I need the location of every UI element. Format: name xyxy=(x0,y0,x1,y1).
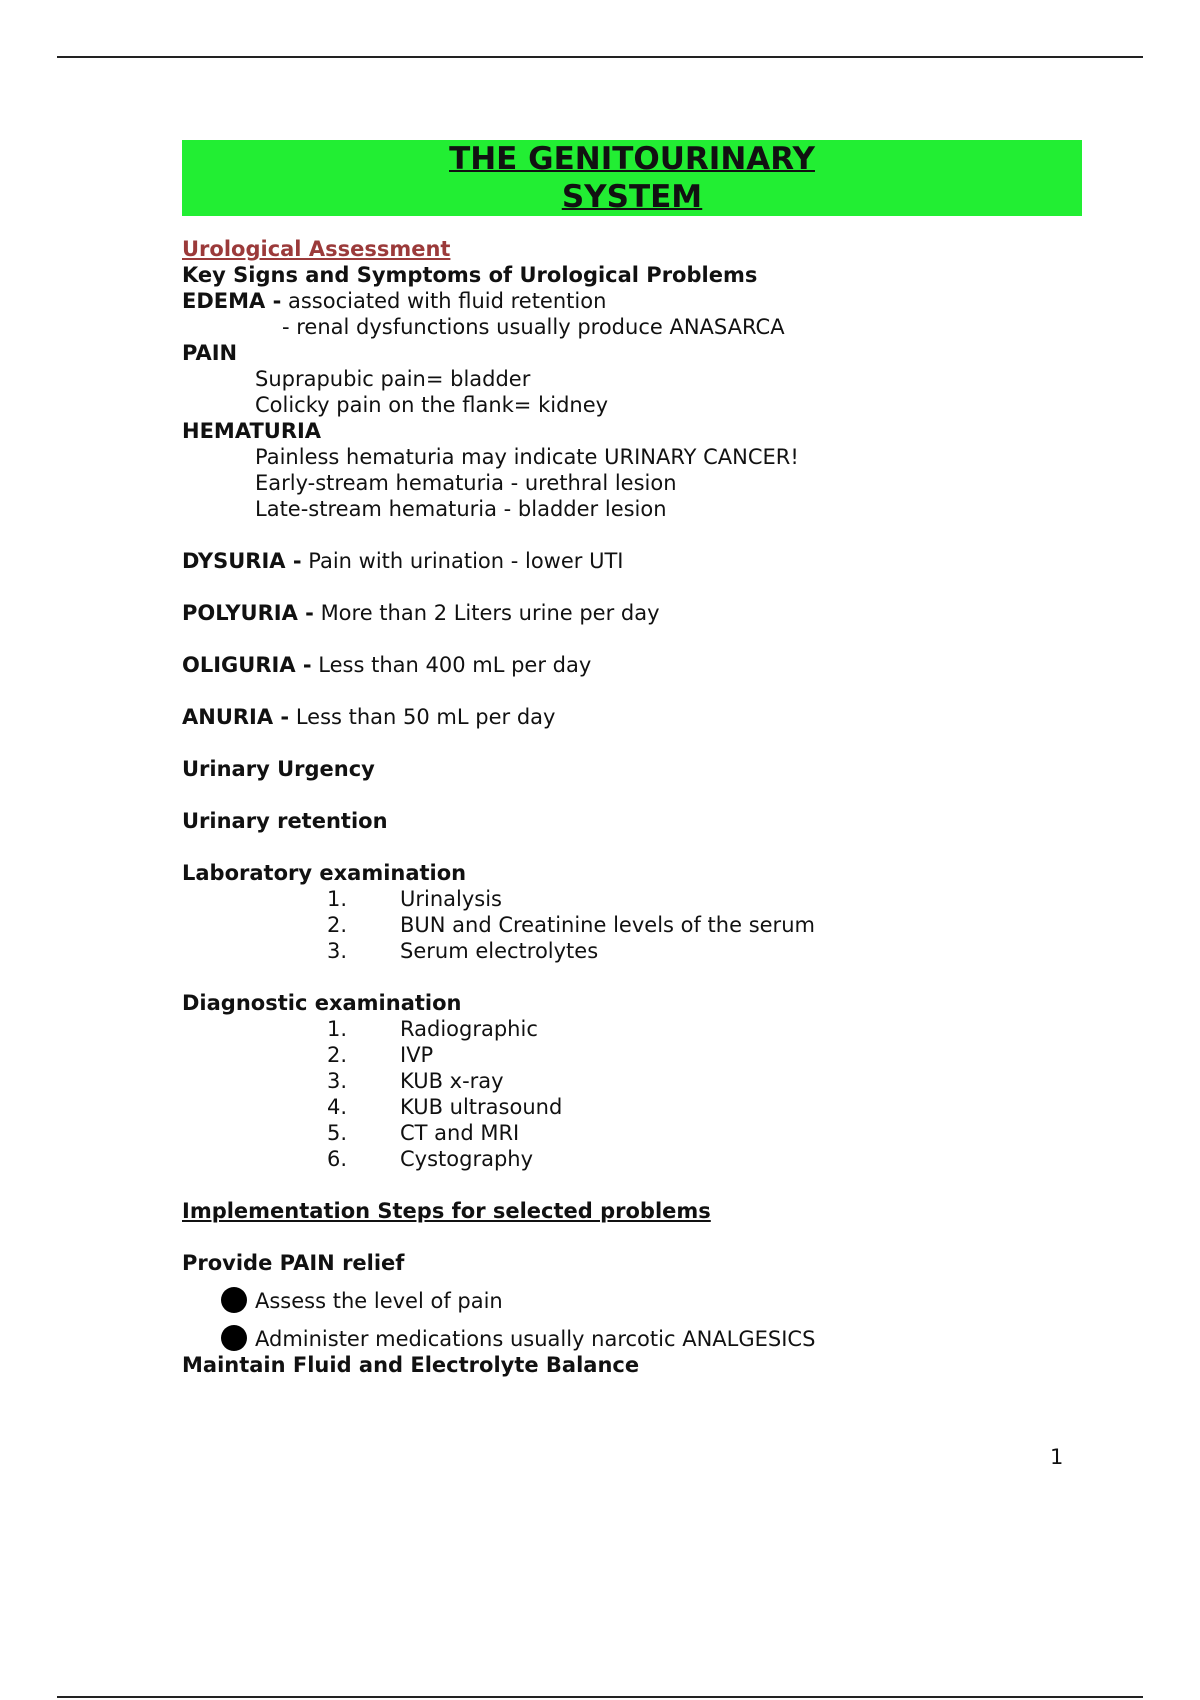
polyuria-desc: More than 2 Liters urine per day xyxy=(313,601,660,625)
list-number: 3. xyxy=(327,939,348,963)
fluid-heading: Maintain Fluid and Electrolyte Balance xyxy=(182,1353,640,1377)
title-line-2: SYSTEM xyxy=(558,179,706,215)
dysuria-term: DYSURIA - xyxy=(182,549,302,573)
list-text: Cystography xyxy=(400,1147,534,1171)
list-number: 3. xyxy=(327,1069,348,1093)
edema-line xyxy=(182,288,1082,314)
list-number: 4. xyxy=(327,1095,348,1119)
lab-heading: Laboratory examination xyxy=(182,861,467,885)
list-item xyxy=(182,886,1082,912)
title-line-1: THE GENITOURINARY xyxy=(445,141,819,177)
edema-term: EDEMA - xyxy=(182,289,282,313)
polyuria-term: POLYURIA - xyxy=(182,601,314,625)
document-body xyxy=(182,140,1082,1378)
list-item xyxy=(182,912,1082,938)
document-title xyxy=(182,140,1082,216)
section-heading-urological-assessment: Urological Assessment xyxy=(182,237,451,261)
list-text: BUN and Creatinine levels of the serum xyxy=(400,913,815,937)
list-item xyxy=(182,1326,1082,1352)
implementation-heading: Implementation Steps for selected problems xyxy=(182,1199,711,1223)
list-text: KUB ultrasound xyxy=(400,1095,563,1119)
list-item xyxy=(182,1120,1082,1146)
oliguria-desc: Less than 400 mL per day xyxy=(311,653,592,677)
bullet-icon xyxy=(221,1325,247,1351)
anuria-term: ANURIA - xyxy=(182,705,290,729)
page-number: 1 xyxy=(1050,1445,1064,1469)
pain-term: PAIN xyxy=(182,341,238,365)
list-text: IVP xyxy=(400,1043,434,1067)
pain-relief-heading: Provide PAIN relief xyxy=(182,1251,405,1275)
oliguria-line xyxy=(182,652,1082,678)
pain-line-1: Suprapubic pain= bladder xyxy=(255,367,531,391)
list-text: KUB x-ray xyxy=(400,1069,504,1093)
list-item xyxy=(182,1068,1082,1094)
key-signs-heading: Key Signs and Symptoms of Urological Problems xyxy=(182,263,758,287)
list-item xyxy=(182,1094,1082,1120)
oliguria-term: OLIGURIA - xyxy=(182,653,312,677)
list-item xyxy=(182,1288,1082,1314)
list-item xyxy=(182,1146,1082,1172)
bullet-text: Administer medications usually narcotic ANALGESICS xyxy=(255,1327,816,1351)
hematuria-line-2: Early-stream hematuria - urethral lesion xyxy=(255,471,677,495)
urinary-urgency: Urinary Urgency xyxy=(182,757,375,781)
list-text: CT and MRI xyxy=(400,1121,520,1145)
dysuria-desc: Pain with urination - lower UTI xyxy=(301,549,624,573)
bullet-text: Assess the level of pain xyxy=(255,1289,503,1313)
pain-line-2: Colicky pain on the flank= kidney xyxy=(255,393,609,417)
list-number: 1. xyxy=(327,1017,348,1041)
polyuria-line xyxy=(182,600,1082,626)
hematuria-line-3: Late-stream hematuria - bladder lesion xyxy=(255,497,667,521)
edema-desc: associated with fluid retention xyxy=(281,289,607,313)
list-number: 5. xyxy=(327,1121,348,1145)
list-number: 2. xyxy=(327,1043,348,1067)
diag-heading: Diagnostic examination xyxy=(182,991,462,1015)
list-number: 1. xyxy=(327,887,348,911)
edema-sub: - renal dysfunctions usually produce ANASARCA xyxy=(282,315,785,339)
top-rule xyxy=(57,56,1143,58)
list-item xyxy=(182,938,1082,964)
lab-list xyxy=(182,886,1082,964)
bottom-rule xyxy=(57,1696,1143,1698)
bullet-icon xyxy=(221,1287,247,1313)
list-text: Urinalysis xyxy=(400,887,502,911)
list-text: Serum electrolytes xyxy=(400,939,599,963)
hematuria-term: HEMATURIA xyxy=(182,419,322,443)
hematuria-line-1: Painless hematuria may indicate URINARY CANCER! xyxy=(255,445,799,469)
list-number: 2. xyxy=(327,913,348,937)
urinary-retention: Urinary retention xyxy=(182,809,388,833)
diag-list xyxy=(182,1016,1082,1172)
anuria-line xyxy=(182,704,1082,730)
list-text: Radiographic xyxy=(400,1017,538,1041)
anuria-desc: Less than 50 mL per day xyxy=(289,705,556,729)
dysuria-line xyxy=(182,548,1082,574)
list-item xyxy=(182,1016,1082,1042)
list-item xyxy=(182,1042,1082,1068)
list-number: 6. xyxy=(327,1147,348,1171)
